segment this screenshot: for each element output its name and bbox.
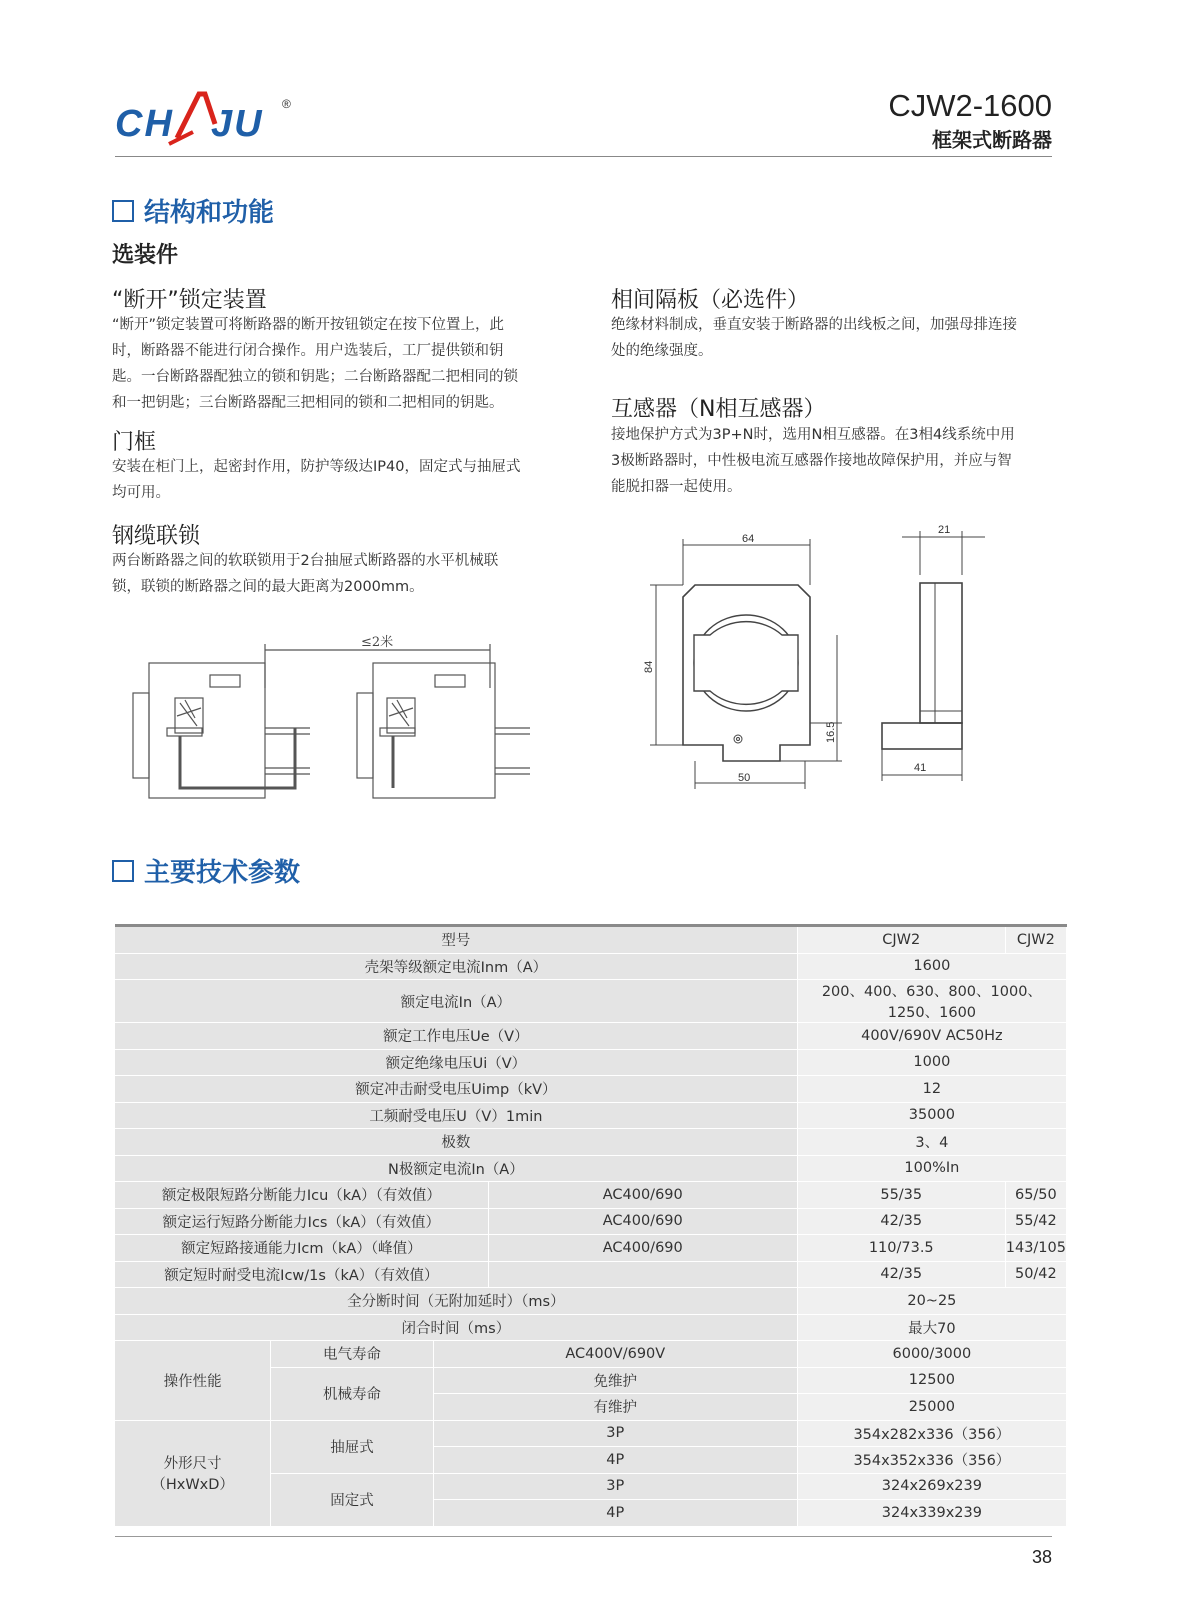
checkbox-square-icon — [112, 200, 134, 222]
table-cell: 免维护 — [433, 1367, 797, 1394]
table-row — [115, 1420, 1067, 1447]
table-cell: 额定运行短路分断能力Ics（kA）（有效值） — [115, 1208, 488, 1235]
table-cell: AC400/690 — [488, 1235, 797, 1262]
spec-table — [115, 924, 1067, 1527]
section-specs-title — [112, 852, 300, 889]
table-cell: 3P — [433, 1420, 797, 1447]
table-cell: 35000 — [797, 1102, 1066, 1129]
ct-front-view — [643, 533, 842, 789]
table-cell: 4P — [433, 1500, 797, 1527]
table-cell: 抽屉式 — [271, 1420, 433, 1473]
table-cell: 3、4 — [797, 1129, 1066, 1156]
table-cell: 25000 — [797, 1394, 1066, 1421]
table-cell: 65/50 — [1005, 1182, 1066, 1209]
table-cell: 操作性能 — [115, 1341, 271, 1421]
text-line: “断开”锁定装置可将断路器的断开按钮锁定在按下位置上，此 — [112, 317, 505, 333]
table-cell: 固定式 — [271, 1473, 433, 1526]
table-cell: 4P — [433, 1447, 797, 1474]
section-structure-title — [112, 192, 274, 229]
text-line: 能脱扣器一起使用。 — [611, 479, 742, 495]
table-row — [115, 1129, 1067, 1156]
table-cell: 324x269x239 — [797, 1473, 1066, 1500]
subsection-optional-parts: 选装件 — [112, 243, 179, 268]
header-divider — [115, 156, 1052, 157]
table-cell: 额定冲击耐受电压Uimp（kV） — [115, 1076, 797, 1103]
table-cell: 6000/3000 — [797, 1341, 1066, 1368]
table-row — [115, 1235, 1067, 1262]
table-cell: 1000 — [797, 1049, 1066, 1076]
model-number: CJW2-1600 — [888, 88, 1052, 123]
table-cell: 143/105 — [1005, 1235, 1066, 1262]
cable-interlock-diagram — [125, 628, 545, 808]
table-row — [115, 1023, 1067, 1050]
dim-64: 64 — [742, 533, 755, 545]
dimensions-unit: （HxWxD） — [151, 1477, 234, 1493]
table-cell: 12 — [797, 1076, 1066, 1103]
checkbox-square-icon — [112, 860, 134, 882]
footer-divider — [115, 1536, 1052, 1537]
table-row — [115, 1341, 1067, 1368]
table-cell: CJW2 — [1005, 926, 1066, 954]
svg-text:JU: JU — [211, 103, 264, 145]
table-cell: 20~25 — [797, 1288, 1066, 1315]
door-frame-title: 门框 — [112, 430, 157, 455]
chaju-logo — [115, 88, 315, 160]
dim-21: 21 — [938, 524, 951, 536]
table-cell: 55/35 — [797, 1182, 1005, 1209]
cable-interlock-text — [112, 548, 562, 600]
dim-84: 84 — [643, 660, 655, 673]
table-cell: 最大70 — [797, 1314, 1066, 1341]
transformer-text — [611, 422, 1061, 500]
transformer-title: 互感器（N相互感器） — [611, 397, 826, 422]
text-line: 接地保护方式为3P+N时，选用N相互感器。在3相4线系统中用 — [611, 427, 1015, 443]
table-cell — [115, 1420, 271, 1526]
table-row — [115, 1208, 1067, 1235]
breaker-left — [133, 663, 310, 798]
table-cell: AC400/690 — [488, 1182, 797, 1209]
table-cell: 壳架等级额定电流Inm（A） — [115, 953, 797, 980]
table-cell: 50/42 — [1005, 1261, 1066, 1288]
table-cell: 额定极限短路分断能力Icu（kA）（有效值） — [115, 1182, 488, 1209]
table-cell: 机械寿命 — [271, 1367, 433, 1420]
dim-50: 50 — [738, 772, 751, 784]
table-row — [115, 1182, 1067, 1209]
dim-16-5: 16.5 — [825, 721, 837, 743]
distance-label: ≤2米 — [361, 635, 394, 650]
page-number: 38 — [1031, 1547, 1052, 1567]
table-cell: 42/35 — [797, 1261, 1005, 1288]
table-row — [115, 1314, 1067, 1341]
breaker-right — [357, 663, 530, 798]
table-cell: 354x282x336（356） — [797, 1420, 1066, 1447]
table-cell: 42/35 — [797, 1208, 1005, 1235]
dimensions-label: 外形尺寸 — [163, 1456, 222, 1472]
table-row — [115, 1288, 1067, 1315]
ct-side-view — [882, 524, 985, 781]
table-row — [115, 1076, 1067, 1103]
table-cell: 354x352x336（356） — [797, 1447, 1066, 1474]
table-cell: CJW2 — [797, 926, 1005, 954]
table-row — [115, 1261, 1067, 1288]
table-cell: 100%In — [797, 1155, 1066, 1182]
table-row — [115, 1102, 1067, 1129]
table-cell: 3P — [433, 1473, 797, 1500]
phase-barrier-text — [611, 312, 1061, 364]
section-title-text: 主要技术参数 — [144, 858, 301, 888]
table-cell: N极额定电流In（A） — [115, 1155, 797, 1182]
table-row — [115, 926, 1067, 954]
table-cell: 200、400、630、800、1000、1250、1600 — [797, 980, 1066, 1023]
table-cell: AC400/690 — [488, 1208, 797, 1235]
table-cell: 有维护 — [433, 1394, 797, 1421]
table-cell: AC400V/690V — [433, 1341, 797, 1368]
table-row — [115, 980, 1067, 1023]
table-cell: 型号 — [115, 926, 797, 954]
cable-interlock-title: 钢缆联锁 — [112, 524, 201, 549]
text-line: 两台断路器之间的软联锁用于2台抽屉式断路器的水平机械联 — [112, 553, 499, 569]
transformer-dimension-diagram — [630, 515, 1010, 800]
table-row — [115, 1049, 1067, 1076]
table-cell: 额定电流In（A） — [115, 980, 797, 1023]
table-cell: 工频耐受电压U（V）1min — [115, 1102, 797, 1129]
table-cell: 电气寿命 — [271, 1341, 433, 1368]
text-line: 匙。一台断路器配独立的锁和钥匙；二台断路器配二把相同的锁 — [112, 369, 518, 385]
table-cell: 110/73.5 — [797, 1235, 1005, 1262]
product-name: 框架式断路器 — [932, 128, 1052, 152]
door-frame-text — [112, 454, 562, 506]
table-cell: 额定短时耐受电流Icw/1s（kA）（有效值） — [115, 1261, 488, 1288]
svg-text:®: ® — [282, 97, 291, 111]
svg-text:CH: CH — [115, 103, 174, 145]
table-cell: 额定短路接通能力Icm（kA）（峰值） — [115, 1235, 488, 1262]
text-line: 锁，联锁的断路器之间的最大距离为2000mm。 — [112, 579, 424, 595]
table-row — [115, 1155, 1067, 1182]
text-line: 和一把钥匙；三台断路器配三把相同的锁和二把相同的钥匙。 — [112, 395, 504, 411]
table-cell: 极数 — [115, 1129, 797, 1156]
table-cell — [488, 1261, 797, 1288]
table-cell: 55/42 — [1005, 1208, 1066, 1235]
table-cell: 额定工作电压Ue（V） — [115, 1023, 797, 1050]
table-cell: 额定绝缘电压Ui（V） — [115, 1049, 797, 1076]
table-row — [115, 953, 1067, 980]
lock-device-text — [112, 312, 562, 416]
text-line: 绝缘材料制成，垂直安装于断路器的出线板之间，加强母排连接 — [611, 317, 1017, 333]
phase-barrier-title: 相间隔板（必选件） — [611, 288, 810, 313]
table-cell: 400V/690V AC50Hz — [797, 1023, 1066, 1050]
lock-device-title: “断开”锁定装置 — [112, 288, 267, 313]
table-cell: 12500 — [797, 1367, 1066, 1394]
table-cell: 全分断时间（无附加延时）（ms） — [115, 1288, 797, 1315]
text-line: 3极断路器时，中性极电流互感器作接地故障保护用，并应与智 — [611, 453, 1012, 469]
text-line: 处的绝缘强度。 — [611, 343, 713, 359]
text-line: 时，断路器不能进行闭合操作。用户选装后，工厂提供锁和钥 — [112, 343, 504, 359]
text-line: 安装在柜门上，起密封作用，防护等级达IP40，固定式与抽屉式 — [112, 459, 521, 475]
table-cell: 324x339x239 — [797, 1500, 1066, 1527]
text-line: 均可用。 — [112, 485, 170, 501]
table-cell: 闭合时间（ms） — [115, 1314, 797, 1341]
section-title-text: 结构和功能 — [144, 198, 275, 228]
table-cell: 1600 — [797, 953, 1066, 980]
dim-41: 41 — [914, 762, 927, 774]
